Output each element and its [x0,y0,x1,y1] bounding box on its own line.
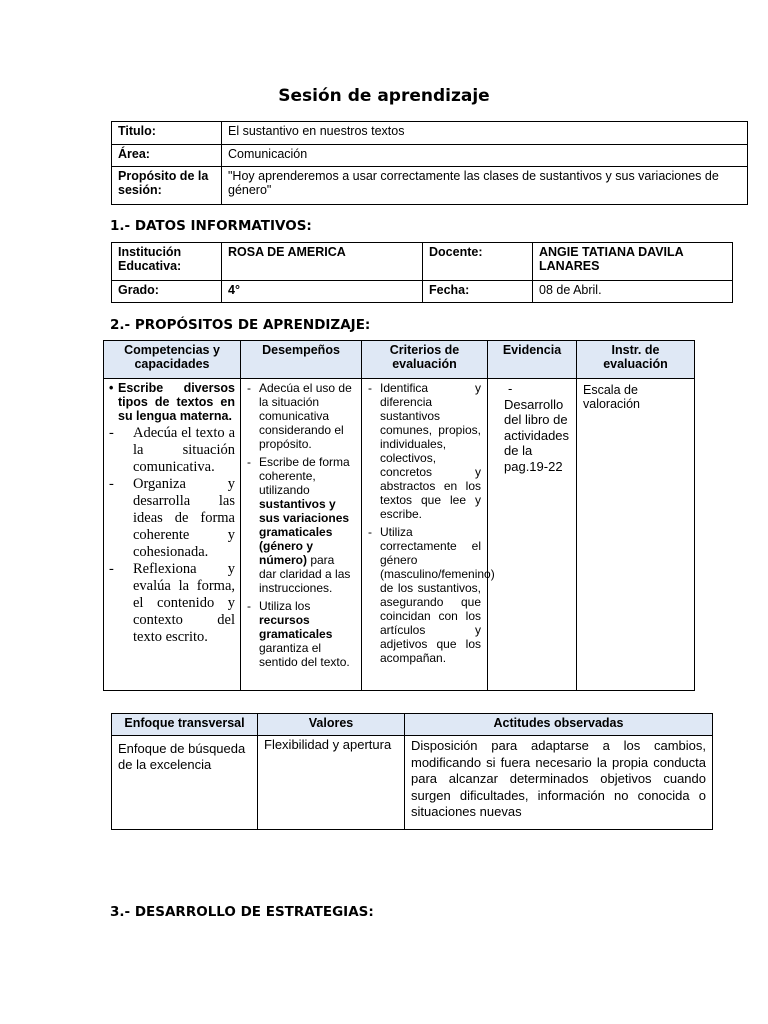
criterios-cell [362,379,495,691]
header-valores: Valores [258,714,405,736]
capacidad-item: - Reflexiona y evalúa la forma, el contenido y contexto del texto escrito. [109,561,235,646]
valores-value [258,736,405,830]
competencias-cell: • Escribe diversos tipos de textos en su lengua materna. - Adecúa el texto a la situación comunicativa. - Organiza y desarrolla las ideas de forma coherente y cohesionada. - Reflexiona y evalúa la forma, el contenido y contexto del texto escrito. [104,379,241,691]
instrumento-text: Escala de valoración [583,383,640,411]
fecha-value: 08 de Abril. [533,281,733,303]
enfoque-table [111,713,713,830]
enfoque-value [112,736,258,830]
criterio-item: - Identifica y diferencia sustantivos comunes, propios, individuales, colectivos, concretos y abstractos en los textos que lee y escribe. [368,381,481,521]
header-actitudes: Actitudes observadas [405,714,713,736]
grado-label: Grado: [112,281,222,303]
area-value: Comunicación [222,145,748,167]
desempeno-text: garantiza el sentido del texto. [259,641,350,669]
desempeno-bold-text: sustantivos y sus variaciones gramaticales (género y número) [259,497,350,567]
proposito-value: "Hoy aprenderemos a usar correctamente las clases de sustantivos y sus variaciones de género" [222,167,748,205]
desempeno-text: Utiliza los [259,599,311,613]
docente-value: ANGIE TATIANA DAVILA LANARES [533,243,733,281]
desempeno-item [247,599,355,669]
header-instrumento: Instr. de evaluación [577,341,695,379]
session-info-table [111,121,748,205]
criterio-item: - Utiliza correctamente el género (masculino/femenino) de los sustantivos, asegurando que coincidan con los artículos y adjetivos que los acompañan. [368,525,481,665]
desempeno-item: - Adecúa el uso de la situación comunicativa considerando el propósito. [247,381,355,451]
section2-heading: 2.- PROPÓSITOS DE APRENDIZAJE: [110,317,371,333]
desempeno-bold-text: recursos gramaticales [259,613,333,641]
page-title: Sesión de aprendizaje [278,86,490,106]
capacidad-item: - Organiza y desarrolla las ideas de forma coherente y cohesionada. [109,476,235,561]
desempeno-text: para dar claridad a las instrucciones. [259,553,351,595]
institucion-label: Institución Educativa: [112,243,222,281]
capacidad-item: - Adecúa el texto a la situación comunicativa. [109,425,235,476]
enfoque-text: Enfoque de búsqueda de la excelencia [118,741,246,772]
actitudes-value [405,736,713,830]
valores-text: Flexibilidad y apertura [264,737,392,752]
institucion-value: ROSA DE AMERICA [222,243,423,281]
header-enfoque: Enfoque transversal [112,714,258,736]
competencia-text: Escribe diversos tipos de textos en su lengua materna. [118,381,235,423]
header-competencias: Competencias y capacidades [104,341,241,379]
grado-value: 4° [222,281,423,303]
header-evidencia: Evidencia [488,341,577,379]
propositos-table [103,340,695,691]
fecha-label: Fecha: [423,281,533,303]
instrumento-cell [577,379,695,691]
header-desempenos: Desempeños [241,341,362,379]
area-label: Área: [112,145,222,167]
section3-heading: 3.- DESARROLLO DE ESTRATEGIAS: [110,904,374,920]
docente-label: Docente: [423,243,533,281]
datos-informativos-table [111,242,733,303]
evidencia-cell: - Desarrollo del libro de actividades de la pag.19-22 [488,379,577,691]
actitudes-text: Disposición para adaptarse a los cambios, modificando si fuera necesario la propia conducta para alcanzar determinados objetivos cuando surgen dificultades, información no conocida o situaciones nuevas [411,738,706,819]
titulo-value: El sustantivo en nuestros textos [222,122,748,145]
proposito-label: Propósito de la sesión: [112,167,222,205]
desempeno-text: Escribe de forma coherente, utilizando [259,455,350,497]
evidencia-text: Desarrollo del libro de actividades de la pag.19-22 [504,396,570,474]
section1-heading: 1.- DATOS INFORMATIVOS: [110,218,312,234]
desempenos-cell [241,379,362,691]
header-criterios: Criterios de evaluación [362,341,488,379]
titulo-label: Titulo: [112,122,222,145]
desempeno-item [247,455,355,595]
